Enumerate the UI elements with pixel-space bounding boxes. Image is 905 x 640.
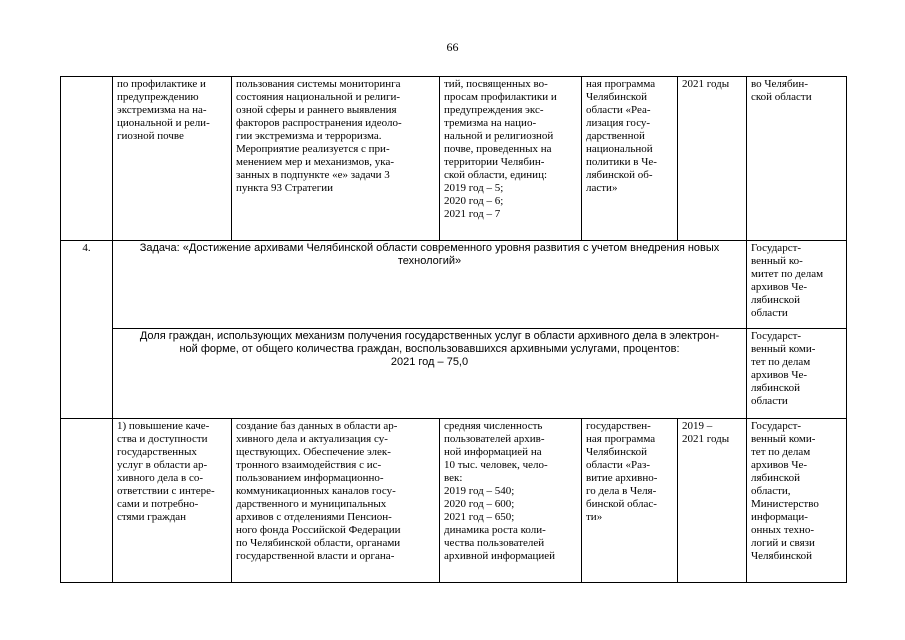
table-row [61,77,847,241]
task-executor-cell: Государст- венный ко- митет по делам архивов Че- лябинской области [747,241,847,329]
period-cell: 2021 годы [678,77,747,241]
period-cell: 2019 – 2021 годы [678,419,747,583]
share-row [61,329,847,419]
task-text-cell: Задача: «Достижение архивами Челябинской области современного уровня развития с учетом внедрения новых технологий» [113,241,747,329]
executor-cell: Государст- венный коми- тет по делам архивов Че- лябинской области, Министерство информаци- онных техно- логий и связи Челябинской [747,419,847,583]
row-number-cell [61,77,113,241]
share-executor-cell: Государст- венный коми- тет по делам архивов Че- лябинской области [747,329,847,419]
mechanism-cell: создание баз данных в области ар- хивного дела и актуализация су- ществующих. Обеспечение элек- тронного взаимодействия с ис- пользованием информационно- коммуникационных каналов госу- дарственного и муниципальных архивов с отделениями Пенсион- ного фонда Российской Федерации по Челябинской области, органами государственной власти и органа- [232,419,440,583]
strategy-table [60,76,847,583]
share-indicator-cell: Доля граждан, использующих механизм получения государственных услуг в области архивного дела в электрон- ной форме, от общего количества граждан, воспользовавшихся архивными услугами, процентов: 2021 год – 75,0 [113,329,747,419]
page-number: 66 [446,40,459,54]
indicator-cell: тий, посвященных во- просам профилактики и предупреждения экс- тремизма на нацио- нальной и религиозной почве, проведенных на территории Челябин- ской области, единиц: 2019 год – 5; 2020 год – 6; 2021 год – 7 [440,77,582,241]
program-cell: государствен- ная программа Челябинской области «Раз- витие архивно- го дела в Челя- бинской облас- ти» [582,419,678,583]
executor-cell: во Челябин- ской области [747,77,847,241]
row-number-cell [61,419,113,583]
direction-cell: по профилактике и предупреждению экстремизма на на- циональной и рели- гиозной почве [113,77,232,241]
indicator-cell: средняя численность пользователей архив- ной информацией на 10 тыс. человек, чело- век: 2019 год – 540; 2020 год – 600; 2021 год – 650; динамика роста коли- чества пользователей архивной информацией [440,419,582,583]
direction-cell: 1) повышение каче- ства и доступности государственных услуг в области ар- хивного дела в со- ответствии с интере- сами и потребно- стями граждан [113,419,232,583]
table-row [61,419,847,583]
task-row [61,241,847,329]
task-number-cell: 4. [61,241,113,419]
program-cell: ная программа Челябинской области «Реа- лизация госу- дарственной национальной политики в Че- лябинской об- ласти» [582,77,678,241]
mechanism-cell: пользования системы мониторинга состояния национальной и религи- озной сферы и раннего выявления факторов распространения идеоло- гии экстремизма и терроризма. Мероприятие реализуется с при- менением мер и механизмов, ука- занных в подпункте «е» задачи 3 пункта 93 Стратегии [232,77,440,241]
